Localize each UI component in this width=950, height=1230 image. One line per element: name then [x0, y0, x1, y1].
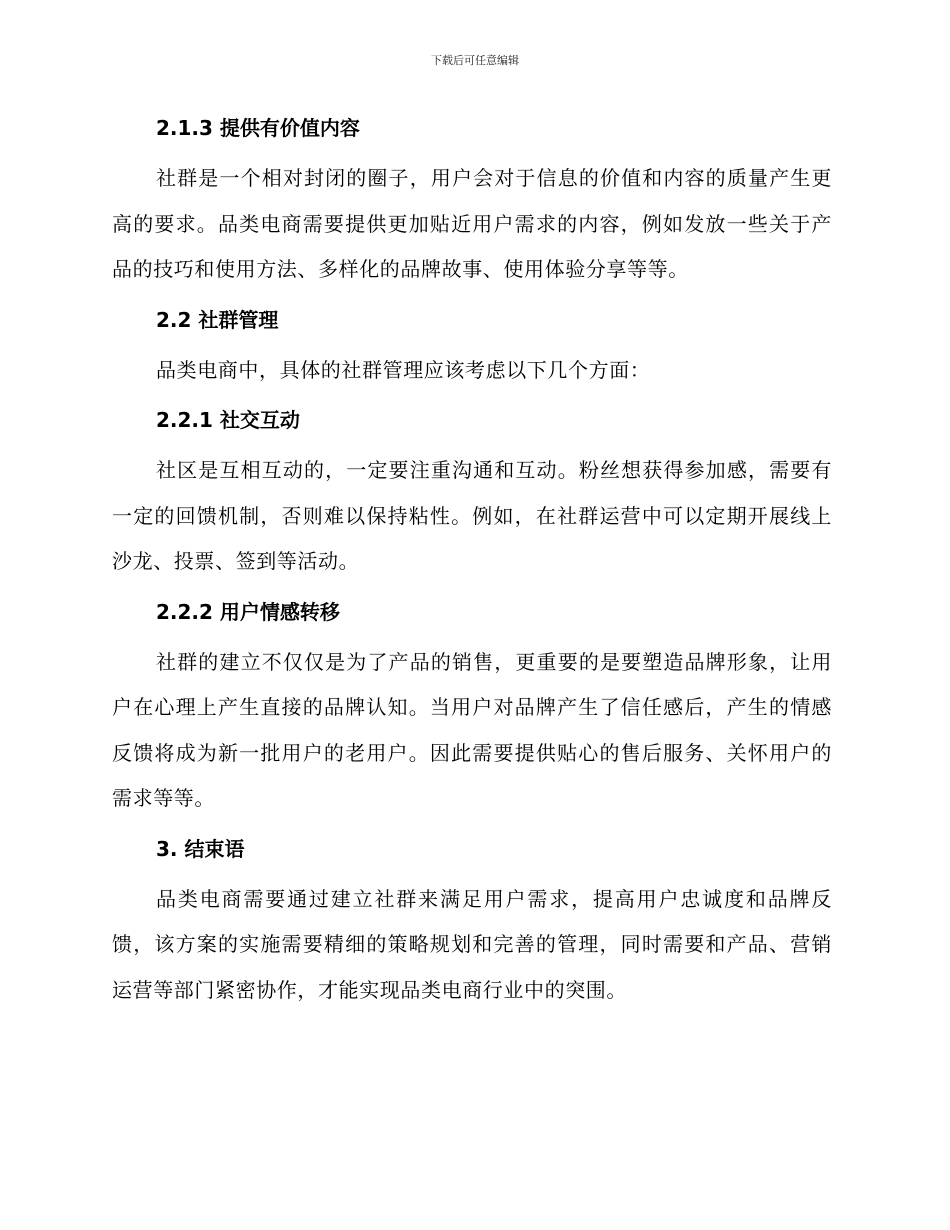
section-heading-3: 3. 结束语 — [156, 836, 245, 861]
section-paragraph-2-2: 品类电商中，具体的社群管理应该考虑以下几个方面： — [156, 357, 651, 382]
section-paragraph-3: 品类电商需要通过建立社群来满足用户需求，提高用户忠诚度和品牌反馈，该方案的实施需要精细的策略规划和完善的管理，同时需要和产品、营销运营等部门紧密协作，才能实现品类电商行业中的突围。 — [112, 886, 832, 1002]
section-paragraph-2-2-2: 社群的建立不仅仅是为了产品的销售，更重要的是要塑造品牌形象，让用户在心理上产生直接的品牌认知。当用户对品牌产生了信任感后，产生的情感反馈将成为新一批用户的老用户。因此需要提供贴心的售后服务、关怀用户的需求等等。 — [112, 649, 832, 810]
section-heading-2-1-3: 2.1.3 提供有价值内容 — [156, 116, 360, 140]
section-paragraph-2-2-1: 社区是互相互动的，一定要注重沟通和互动。粉丝想获得参加感，需要有一定的回馈机制，否则难以保持粘性。例如，在社群运营中可以定期开展线上沙龙、投票、签到等活动。 — [112, 458, 832, 573]
section-heading-2-2: 2.2 社群管理 — [156, 307, 279, 332]
section-heading-2-2-1: 2.2.1 社交互动 — [156, 408, 300, 432]
document-body — [112, 113, 832, 1013]
section-heading-2-2-2: 2.2.2 用户情感转移 — [156, 599, 340, 624]
page-header: 下载后可任意编辑 — [431, 54, 519, 67]
section-paragraph-2-1-3: 社群是一个相对封闭的圈子，用户会对于信息的价值和内容的质量产生更高的要求。品类电商需要提供更加贴近用户需求的内容，例如发放一些关于产品的技巧和使用方法、多样化的品牌故事、使用体验分享等等。 — [112, 166, 832, 281]
